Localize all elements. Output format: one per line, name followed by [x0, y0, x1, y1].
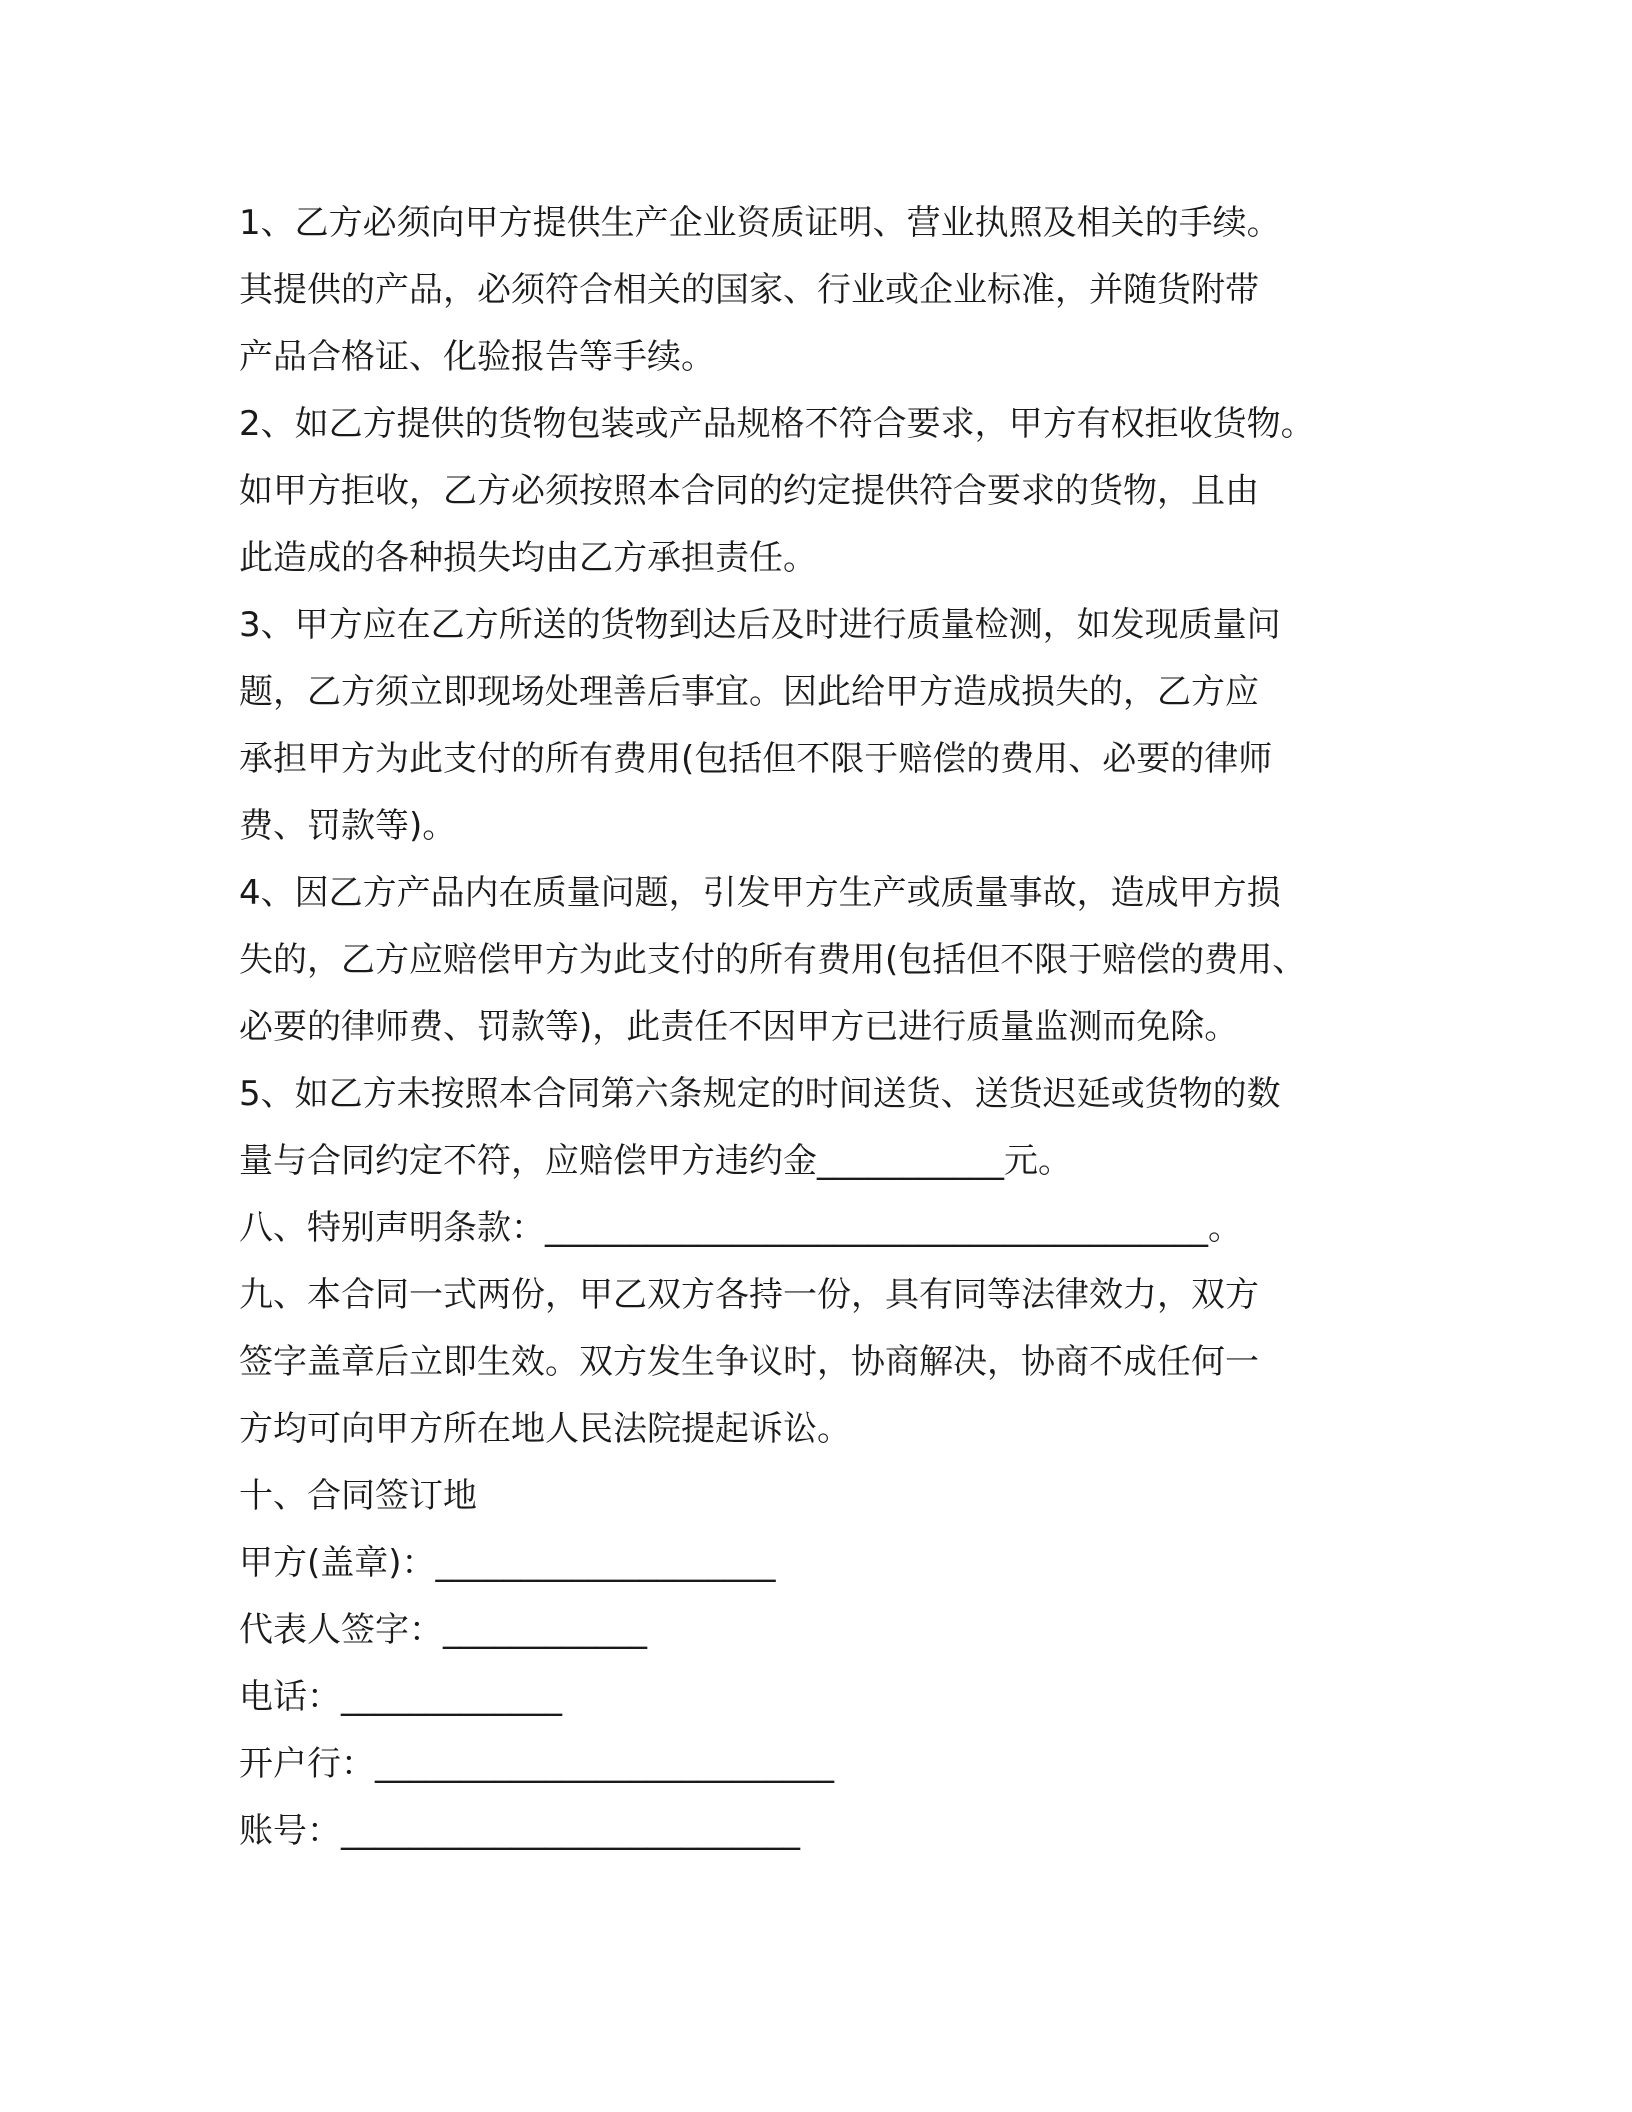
- clause-3-line-2: 题，乙方须立即现场处理善后事宜。因此给甲方造成损失的，乙方应: [239, 672, 1259, 712]
- clause-4-line-3: 必要的律师费、罚款等)，此责任不因甲方已进行质量监测而免除。: [239, 1007, 1239, 1047]
- account-field: 账号：___________________________: [239, 1811, 800, 1851]
- representative-signature-field: 代表人签字：____________: [239, 1610, 647, 1650]
- bank-field: 开户行：___________________________: [239, 1744, 834, 1784]
- clause-2-line-3: 此造成的各种损失均由乙方承担责任。: [239, 538, 817, 578]
- clause-5-line-1: 5、如乙方未按照本合同第六条规定的时间送货、送货迟延或货物的数: [239, 1074, 1281, 1114]
- section-9-line-1: 九、本合同一式两份，甲乙双方各持一份，具有同等法律效力，双方: [239, 1275, 1259, 1315]
- clause-2-line-1: 2、如乙方提供的货物包装或产品规格不符合要求，甲方有权拒收货物。: [239, 404, 1315, 444]
- clause-3-line-4: 费、罚款等)。: [239, 806, 457, 846]
- party-a-seal-field: 甲方(盖章)：____________________: [239, 1543, 776, 1583]
- section-10-heading: 十、合同签订地: [239, 1476, 477, 1516]
- clause-4-line-2: 失的，乙方应赔偿甲方为此支付的所有费用(包括但不限于赔偿的费用、: [239, 940, 1307, 980]
- clause-4-line-1: 4、因乙方产品内在质量问题，引发甲方生产或质量事故，造成甲方损: [239, 873, 1281, 913]
- clause-5-line-2: 量与合同约定不符，应赔偿甲方违约金___________元。: [239, 1141, 1072, 1181]
- contract-body: [239, 190, 1399, 1865]
- clause-1-line-3: 产品合格证、化验报告等手续。: [239, 337, 715, 377]
- section-9-line-2: 签字盖章后立即生效。双方发生争议时，协商解决，协商不成任何一: [239, 1342, 1259, 1382]
- clause-3-line-3: 承担甲方为此支付的所有费用(包括但不限于赔偿的费用、必要的律师: [239, 739, 1273, 779]
- clause-1-line-2: 其提供的产品，必须符合相关的国家、行业或企业标准，并随货附带: [239, 270, 1259, 310]
- clause-2-line-2: 如甲方拒收，乙方必须按照本合同的约定提供符合要求的货物，且由: [239, 471, 1259, 511]
- section-8-special-terms: 八、特别声明条款：_______________________________________。: [239, 1208, 1242, 1248]
- phone-field: 电话：_____________: [239, 1677, 562, 1717]
- clause-3-line-1: 3、甲方应在乙方所送的货物到达后及时进行质量检测，如发现质量问: [239, 605, 1281, 645]
- section-9-line-3: 方均可向甲方所在地人民法院提起诉讼。: [239, 1409, 851, 1449]
- clause-1-line-1: 1、乙方必须向甲方提供生产企业资质证明、营业执照及相关的手续。: [239, 203, 1281, 243]
